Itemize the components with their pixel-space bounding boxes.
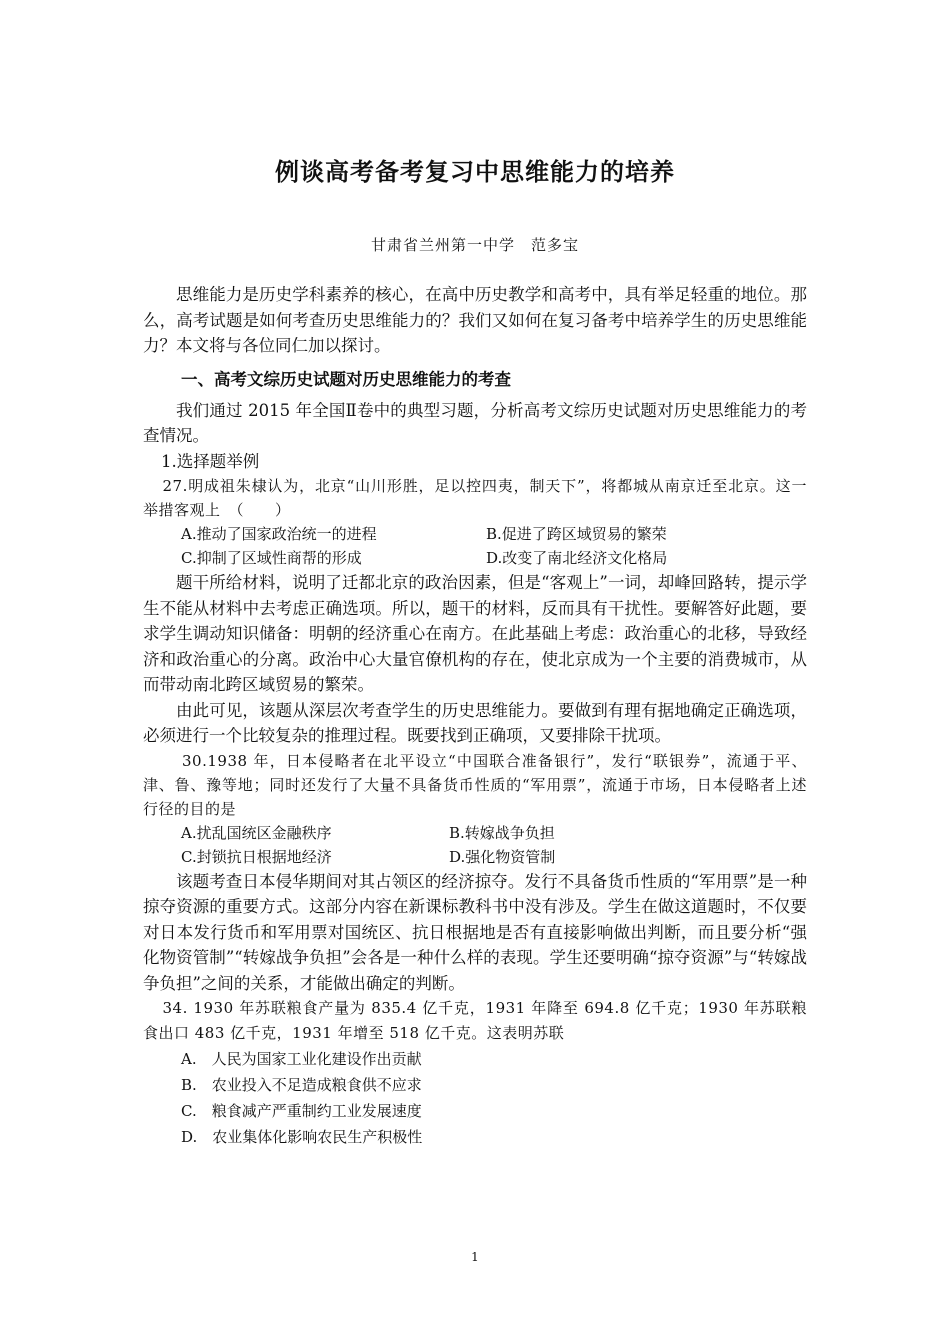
option-d: D.强化物资管制	[449, 847, 556, 866]
document-title: 例谈高考备考复习中思维能力的培养	[275, 158, 675, 186]
option-c: C.抑制了区域性商帮的形成	[181, 549, 362, 567]
question-27-analysis: 题干所给材料，说明了迁都北京的政治因素，但是“客观上”一词，却峰回路转，提示学生不能从材料中去考虑正确选项。所以，题干的材料，反而具有干扰性。要解答好此题，要求学生调动知识储备：明朝的经济重心在南方。在此基础上考虑：政治重心的北移，导致经济和政治重心的分离。政治中心大量官僚机构的存在，使北京成为一个主要的消费城市，从而带动南北跨区域贸易的繁荣。	[143, 573, 807, 694]
document-body	[143, 282, 807, 1150]
option-d: D.改变了南北经济文化格局	[486, 549, 668, 567]
page-number: 1	[471, 1250, 479, 1264]
option-a: A.扰乱国统区金融秩序	[181, 823, 332, 842]
option-b: B.促进了跨区域贸易的繁荣	[486, 525, 667, 543]
question-27-stem: 27.明成祖朱棣认为，北京“山川形胜，足以控四夷，制天下”，将都城从南京迁至北京。这一举措客观上 （ ）	[143, 477, 807, 519]
option-b: B.转嫁战争负担	[449, 823, 555, 842]
option-b: B. 农业投入不足造成粮食供不应求	[181, 1076, 422, 1094]
option-a: A. 人民为国家工业化建设作出贡献	[181, 1050, 422, 1068]
question-27-conclusion: 由此可见，该题从深层次考查学生的历史思维能力。要做到有理有据地确定正确选项，必须进行一个比较复杂的推理过程。既要找到正确项，又要排除干扰项。	[143, 700, 807, 745]
question-30-analysis: 该题考查日本侵华期间对其占领区的经济掠夺。发行不具备货币性质的“军用票”是一种掠夺资源的重要方式。这部分内容在新课标教科书中没有涉及。学生在做这道题时，不仅要对日本发行货币和军用票对国统区、抗日根据地是否有直接影响做出判断，而且要分析“强化物资管制”“转嫁战争负担”会各是一种什么样的表现。学生还要明确“掠夺资源”与“转嫁战争负担”之间的关系，才能做出确定的判断。	[143, 871, 807, 993]
option-c: C. 粮食减产严重制约工业发展速度	[181, 1102, 422, 1120]
author-line: 甘肃省兰州第一中学 范多宝	[370, 236, 579, 254]
option-c: C.封锁抗日根据地经济	[181, 847, 332, 866]
question-27-options	[143, 522, 807, 570]
section-intro: 我们通过 2015 年全国Ⅱ卷中的典型习题，分析高考文综历史试题对历史思维能力的考查情况。	[143, 400, 807, 445]
intro-paragraph: 思维能力是历史学科素养的核心，在高中历史教学和高考中，具有举足轻重的地位。那么，高考试题是如何考查历史思维能力的？我们又如何在复习备考中培养学生的历史思维能力？本文将与各位同仁加以探讨。	[143, 285, 807, 355]
option-a: A.推动了国家政治统一的进程	[181, 525, 377, 543]
question-34-options	[143, 1046, 807, 1150]
question-30-options	[143, 821, 807, 869]
question-30-stem: 30.1938 年，日本侵略者在北平设立“中国联合准备银行”，发行“联银券”，流通于平、津、鲁、豫等地；同时还发行了大量不具备货币性质的“军用票”，流通于市场，日本侵略者上述行径的目的是	[143, 751, 807, 818]
option-d: D. 农业集体化影响农民生产积极性	[181, 1128, 423, 1146]
question-34-stem: 34. 1930 年苏联粮食产量为 835.4 亿千克，1931 年降至 694.8 亿千克；1930 年苏联粮食出口 483 亿千克，1931 年增至 518 亿千克。这表明苏联	[143, 999, 807, 1042]
section-heading: 一、高考文综历史试题对历史思维能力的考查	[181, 369, 511, 389]
subsection-heading: 1.选择题举例	[161, 451, 260, 471]
